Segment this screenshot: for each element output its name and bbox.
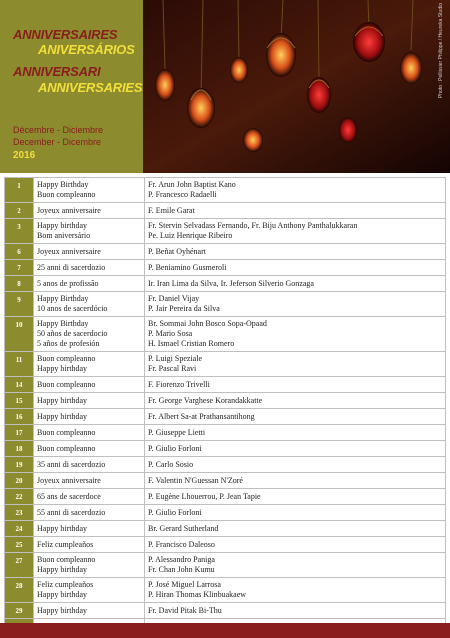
occasion-cell bbox=[34, 219, 145, 244]
month-line-1: Décembre - Diciembre bbox=[13, 125, 104, 135]
person-name: Fr. Stervin Selvadass Fernando, Fr. Biju Anthony Panthalukkaran bbox=[148, 221, 358, 230]
day-number: 3 bbox=[5, 219, 34, 244]
person-name: Br. Gerard Sutherland bbox=[148, 523, 219, 533]
page-header bbox=[0, 0, 450, 173]
occasion-line: Bom aniversário bbox=[37, 231, 91, 240]
occasion-cell bbox=[34, 425, 145, 441]
day-number: 22 bbox=[5, 489, 34, 505]
person-name: Fr. Chan John Kumu bbox=[148, 565, 215, 574]
table-row bbox=[5, 352, 446, 377]
table-row bbox=[5, 473, 446, 489]
names-cell bbox=[145, 260, 446, 276]
occasion-line: 10 anos de sacerdócio bbox=[37, 304, 108, 313]
occasion-cell bbox=[34, 260, 145, 276]
occasion-line: Joyeux anniversaire bbox=[37, 246, 101, 256]
lanterns-photo bbox=[143, 0, 450, 173]
occasion-line: Happy birthday bbox=[37, 590, 87, 599]
day-number: 14 bbox=[5, 377, 34, 393]
person-name: F. Fiorenzo Trivelli bbox=[148, 379, 210, 389]
day-number: 16 bbox=[5, 409, 34, 425]
names-cell bbox=[145, 578, 446, 603]
person-name: Fr. Pascal Ravi bbox=[148, 364, 197, 373]
occasion-line: 25 anni di sacerdozio bbox=[37, 262, 106, 272]
names-cell bbox=[145, 553, 446, 578]
names-cell bbox=[145, 276, 446, 292]
day-number: 11 bbox=[5, 352, 34, 377]
names-cell bbox=[145, 393, 446, 409]
person-name: F. Valentin N'Guessan N'Zoré bbox=[148, 475, 243, 485]
occasion-line: Joyeux anniversaire bbox=[37, 475, 101, 485]
person-name: F. Emile Garat bbox=[148, 205, 195, 215]
occasion-cell bbox=[34, 457, 145, 473]
names-cell bbox=[145, 425, 446, 441]
table-row bbox=[5, 537, 446, 553]
occasion-cell bbox=[34, 489, 145, 505]
occasion-line: Feliz cumpleaños bbox=[37, 580, 94, 589]
occasion-line: 5 años de profesión bbox=[37, 339, 100, 348]
person-name: P. Francesco Radaelli bbox=[148, 190, 217, 199]
occasion-line: Buon compleanno bbox=[37, 427, 96, 437]
person-name: P. Giuseppe Lietti bbox=[148, 427, 206, 437]
occasion-line: Buon compleanno bbox=[37, 379, 96, 389]
person-name: P. Hiran Thomas Klinbuakaew bbox=[148, 590, 247, 599]
names-cell bbox=[145, 178, 446, 203]
occasion-line: 50 años de sacerdocio bbox=[37, 329, 108, 338]
day-number: 15 bbox=[5, 393, 34, 409]
names-cell bbox=[145, 505, 446, 521]
anniversary-rows bbox=[5, 178, 446, 635]
names-cell bbox=[145, 292, 446, 317]
occasion-line: Happy Birthday bbox=[37, 319, 89, 328]
table-row bbox=[5, 393, 446, 409]
day-number: 1 bbox=[5, 178, 34, 203]
title-english: ANNIVERSARIES bbox=[38, 80, 143, 95]
occasion-cell bbox=[34, 377, 145, 393]
photo-credit: Photo : Pellissier Philippe / Heureka Studio bbox=[438, 3, 444, 99]
person-name: P. Giulio Forloni bbox=[148, 507, 202, 517]
occasion-line: Buon compleanno bbox=[37, 555, 96, 564]
names-cell bbox=[145, 409, 446, 425]
day-number: 17 bbox=[5, 425, 34, 441]
occasion-line: 55 anni di sacerdozio bbox=[37, 507, 106, 517]
occasion-cell bbox=[34, 505, 145, 521]
table-row bbox=[5, 276, 446, 292]
day-number: 18 bbox=[5, 441, 34, 457]
occasion-line: Joyeux anniversaire bbox=[37, 205, 101, 215]
occasion-cell bbox=[34, 393, 145, 409]
occasion-line: Happy birthday bbox=[37, 221, 87, 230]
day-number: 25 bbox=[5, 537, 34, 553]
table-row bbox=[5, 219, 446, 244]
occasion-cell bbox=[34, 292, 145, 317]
day-number: 19 bbox=[5, 457, 34, 473]
occasion-cell bbox=[34, 537, 145, 553]
table-row bbox=[5, 578, 446, 603]
person-name: P. Jair Pereira da Silva bbox=[148, 304, 220, 313]
table-row bbox=[5, 292, 446, 317]
table-row bbox=[5, 203, 446, 219]
occasion-line: 5 anos de profissão bbox=[37, 278, 99, 288]
year: 2016 bbox=[13, 150, 36, 161]
day-number: 6 bbox=[5, 244, 34, 260]
day-number: 23 bbox=[5, 505, 34, 521]
day-number: 20 bbox=[5, 473, 34, 489]
title-italian: ANNIVERSARI bbox=[13, 64, 101, 79]
occasion-cell bbox=[34, 473, 145, 489]
day-number: 29 bbox=[5, 603, 34, 619]
person-name: Fr. Albert Sa-at Prathansantihong bbox=[148, 411, 255, 421]
footer-bar bbox=[0, 623, 450, 638]
occasion-line: 65 ans de sacerdoce bbox=[37, 491, 101, 501]
table-row bbox=[5, 489, 446, 505]
person-name: P. Eugène Lhouerrou, P. Jean Tapie bbox=[148, 491, 261, 501]
occasion-line: Happy birthday bbox=[37, 605, 87, 615]
table-row bbox=[5, 409, 446, 425]
table-row bbox=[5, 505, 446, 521]
occasion-cell bbox=[34, 409, 145, 425]
table-row bbox=[5, 425, 446, 441]
occasion-cell bbox=[34, 553, 145, 578]
title-portuguese: ANIVERSÁRIOS bbox=[38, 42, 135, 57]
occasion-line: Happy birthday bbox=[37, 523, 87, 533]
person-name: H. Ismael Cristian Romero bbox=[148, 339, 235, 348]
occasion-line: Buon compleanno bbox=[37, 443, 96, 453]
occasion-cell bbox=[34, 578, 145, 603]
names-cell bbox=[145, 377, 446, 393]
lanterns-illustration bbox=[143, 0, 450, 173]
table-row bbox=[5, 260, 446, 276]
title-french: ANNIVERSAIRES bbox=[13, 27, 118, 42]
names-cell bbox=[145, 244, 446, 260]
names-cell bbox=[145, 521, 446, 537]
names-cell bbox=[145, 317, 446, 352]
names-cell bbox=[145, 473, 446, 489]
occasion-line: Happy Birthday bbox=[37, 180, 89, 189]
person-name: Pe. Luiz Henrique Ribeiro bbox=[148, 231, 233, 240]
person-name: P. Francisco Daleoso bbox=[148, 539, 215, 549]
day-number: 7 bbox=[5, 260, 34, 276]
person-name: P. Giulio Forloni bbox=[148, 443, 202, 453]
names-cell bbox=[145, 537, 446, 553]
table-row bbox=[5, 457, 446, 473]
occasion-line: Buon compleanno bbox=[37, 190, 96, 199]
day-number: 10 bbox=[5, 317, 34, 352]
day-number: 24 bbox=[5, 521, 34, 537]
person-name: Fr. Daniel Vijay bbox=[148, 294, 200, 303]
day-number: 28 bbox=[5, 578, 34, 603]
occasion-line: Happy birthday bbox=[37, 565, 87, 574]
table-row bbox=[5, 244, 446, 260]
table-row bbox=[5, 317, 446, 352]
names-cell bbox=[145, 603, 446, 619]
day-number: 8 bbox=[5, 276, 34, 292]
occasion-cell bbox=[34, 276, 145, 292]
names-cell bbox=[145, 441, 446, 457]
person-name: P. Luigi Speziale bbox=[148, 354, 202, 363]
anniversary-table-container bbox=[4, 177, 446, 635]
occasion-line: Buon compleanno bbox=[37, 354, 96, 363]
person-name: P. José Miguel Larrosa bbox=[148, 580, 221, 589]
header-title-panel bbox=[0, 0, 143, 173]
month-line-2: December - Dicembre bbox=[13, 137, 102, 147]
names-cell bbox=[145, 457, 446, 473]
occasion-cell bbox=[34, 317, 145, 352]
occasion-line: 35 anni di sacerdozio bbox=[37, 459, 106, 469]
day-number: 2 bbox=[5, 203, 34, 219]
occasion-cell bbox=[34, 603, 145, 619]
table-row bbox=[5, 377, 446, 393]
names-cell bbox=[145, 489, 446, 505]
occasion-line: Happy birthday bbox=[37, 411, 87, 421]
occasion-line: Happy Birthday bbox=[37, 294, 89, 303]
names-cell bbox=[145, 203, 446, 219]
occasion-cell bbox=[34, 244, 145, 260]
person-name: P. Mario Sosa bbox=[148, 329, 193, 338]
occasion-cell bbox=[34, 352, 145, 377]
occasion-line: Happy birthday bbox=[37, 395, 87, 405]
person-name: P. Alessandro Paniga bbox=[148, 555, 215, 564]
person-name: P. Carlo Sosio bbox=[148, 459, 194, 469]
table-row bbox=[5, 441, 446, 457]
occasion-line: Happy birthday bbox=[37, 364, 87, 373]
day-number: 27 bbox=[5, 553, 34, 578]
person-name: Fr. Arun John Baptist Kano bbox=[148, 180, 236, 189]
occasion-cell bbox=[34, 521, 145, 537]
table-row bbox=[5, 553, 446, 578]
occasion-cell bbox=[34, 178, 145, 203]
names-cell bbox=[145, 352, 446, 377]
person-name: P. Beniamino Gusmeroli bbox=[148, 262, 227, 272]
occasion-cell bbox=[34, 441, 145, 457]
person-name: Fr. George Varghese Korandakkatte bbox=[148, 395, 263, 405]
table-row bbox=[5, 603, 446, 619]
table-row bbox=[5, 178, 446, 203]
anniversary-table bbox=[4, 177, 446, 635]
day-number: 9 bbox=[5, 292, 34, 317]
person-name: Br. Sommai John Bosco Sopa-Opaad bbox=[148, 319, 267, 328]
person-name: Fr. David Pitak Bi-Thu bbox=[148, 605, 222, 615]
names-cell bbox=[145, 219, 446, 244]
occasion-line: Feliz cumpleaños bbox=[37, 539, 94, 549]
occasion-cell bbox=[34, 203, 145, 219]
table-row bbox=[5, 521, 446, 537]
person-name: P. Beñat Oyhénart bbox=[148, 246, 206, 256]
person-name: Ir. Iran Lima da Silva, Ir. Jeferson Silverio Gonzaga bbox=[148, 278, 314, 288]
